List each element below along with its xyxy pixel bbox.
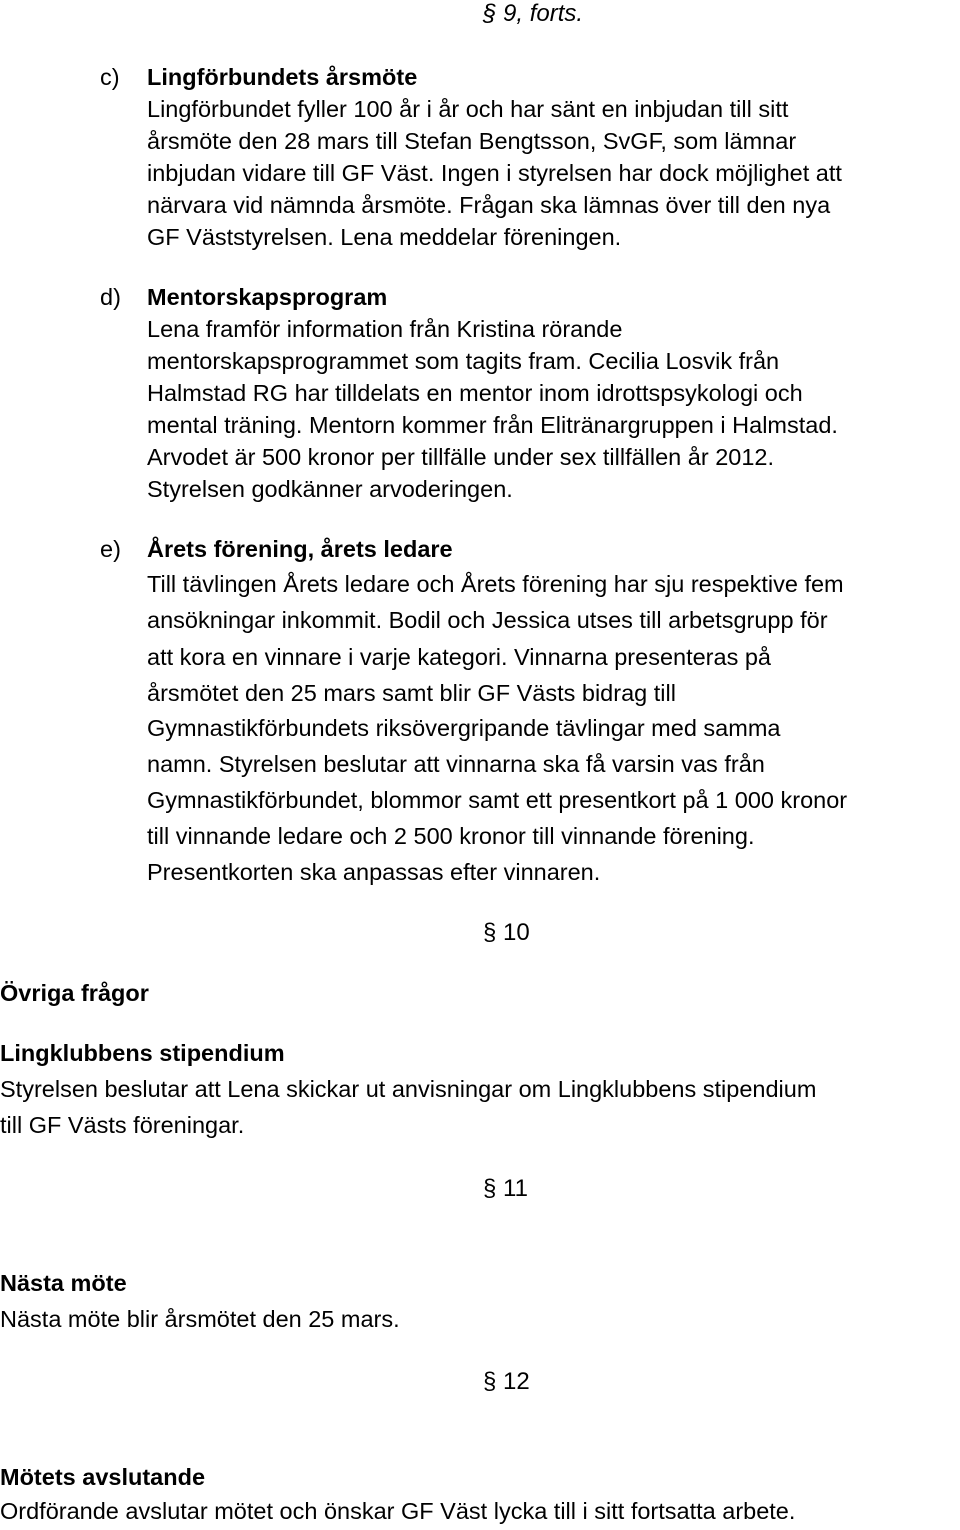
paragraph-line: Till tävlingen Årets ledare och Årets förening har sju respektive fem: [147, 571, 844, 597]
paragraph-line: Styrelsen godkänner arvoderingen.: [147, 476, 513, 502]
paragraph-line: Halmstad RG har tilldelats en mentor inom idrottspsykologi och: [147, 380, 803, 406]
paragraph-line: Gymnastikförbundets riksövergripande tävlingar med samma: [147, 715, 781, 741]
paragraph-line: Presentkorten ska anpassas efter vinnaren.: [147, 859, 601, 885]
section-number-10: [483, 921, 530, 945]
paragraph-line: till GF Västs föreningar.: [0, 1112, 245, 1138]
item-letter: d): [100, 284, 121, 310]
paragraph-line: årsmöte den 28 mars till Stefan Bengtsson, SvGF, som lämnar: [147, 128, 797, 154]
section-heading: Mötets avslutande: [0, 1464, 206, 1490]
section-marker: §: [483, 919, 497, 946]
item-title: Årets förening, årets ledare: [147, 536, 453, 562]
paragraph-line: Lingförbundet fyller 100 år i år och har sänt en inbjudan till sitt: [147, 96, 789, 122]
paragraph-line: inbjudan vidare till GF Väst. Ingen i styrelsen har dock möjlighet att: [147, 160, 842, 186]
item-letter: c): [100, 64, 120, 90]
paragraph-line: namn. Styrelsen beslutar att vinnarna ska få varsin vas från: [147, 751, 765, 777]
section-heading: Övriga frågor: [0, 980, 149, 1006]
item-title: Lingförbundets årsmöte: [147, 64, 418, 90]
paragraph-line: till vinnande ledare och 2 500 kronor till vinnande förening.: [147, 823, 755, 849]
section-number: 11: [503, 1175, 528, 1202]
section-marker: §: [483, 1368, 497, 1395]
paragraph-line: att kora en vinnare i varje kategori. Vinnarna presenteras på: [147, 644, 771, 670]
subsection-heading: Lingklubbens stipendium: [0, 1040, 285, 1066]
section-number-12: [483, 1370, 530, 1394]
paragraph-line: Nästa möte blir årsmötet den 25 mars.: [0, 1306, 400, 1332]
section-continuation-header: [483, 2, 583, 26]
section-number-11: [483, 1177, 528, 1201]
item-title: Mentorskapsprogram: [147, 284, 388, 310]
paragraph-line: Gymnastikförbundet, blommor samt ett presentkort på 1 000 kronor: [147, 787, 848, 813]
paragraph-line: närvara vid nämnda årsmöte. Frågan ska lämnas över till den nya: [147, 192, 831, 218]
paragraph-line: ansökningar inkommit. Bodil och Jessica utses till arbetsgrupp för: [147, 607, 828, 633]
paragraph-line: GF Väststyrelsen. Lena meddelar föreningen.: [147, 224, 622, 250]
paragraph-line: Arvodet är 500 kronor per tillfälle under sex tillfällen år 2012.: [147, 444, 775, 470]
paragraph-line: mentorskapsprogrammet som tagits fram. Cecilia Losvik från: [147, 348, 780, 374]
section-marker: §: [483, 0, 497, 27]
section-number: 10: [503, 919, 530, 946]
paragraph-line: mental träning. Mentorn kommer från Elitränargruppen i Halmstad.: [147, 412, 838, 438]
paragraph-line: årsmötet den 25 mars samt blir GF Västs bidrag till: [147, 680, 676, 706]
section-marker: §: [483, 1175, 497, 1202]
paragraph-line: Lena framför information från Kristina rörande: [147, 316, 623, 342]
continuation-label: 9, forts.: [503, 0, 584, 27]
paragraph-line: Ordförande avslutar mötet och önskar GF Väst lycka till i sitt fortsatta arbete.: [0, 1498, 796, 1524]
section-number: 12: [503, 1368, 530, 1395]
paragraph-line: Styrelsen beslutar att Lena skickar ut anvisningar om Lingklubbens stipendium: [0, 1076, 817, 1102]
section-heading: Nästa möte: [0, 1270, 127, 1296]
item-letter: e): [100, 536, 121, 562]
